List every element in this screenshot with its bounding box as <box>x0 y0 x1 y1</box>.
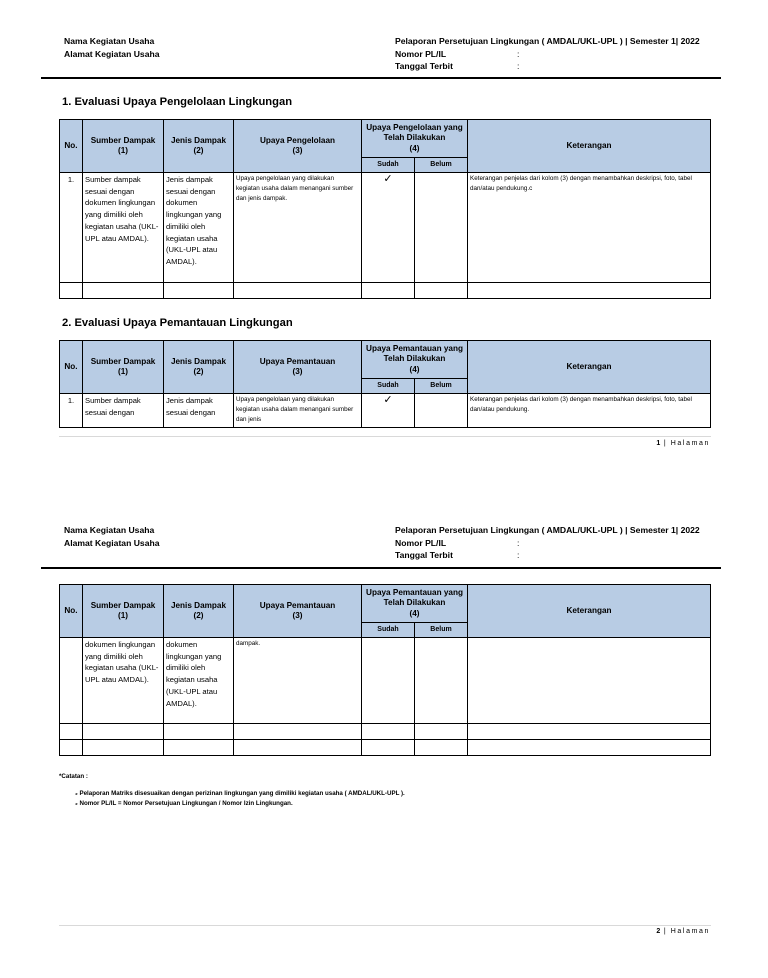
note-item: ₂ Pelaporan Matriks disesuaikan dengan perizinan lingkungan yang dimiliki kegiatan usaha ( AMDAL/UKL-UPL ). <box>75 790 405 797</box>
header-divider <box>41 567 721 569</box>
col-no: No. <box>60 341 83 394</box>
col-effort: Upaya Pemantauan (3) <box>234 341 362 394</box>
page-2: Nama Kegiatan Usaha Alamat Kegiatan Usaha Pelaporan Persetujuan Lingkungan ( AMDAL/UKL-UPL ) | Semester 1| 2022 Nomor PL/IL : Tanggal Terbit : No. Sumber Dampak (1) Jenis Dampak (2) Upaya Pemantauan (3) Upaya Pemantauan yang Telah Dilakukan (4) Keterangan Sudah Belum dokumen lingkungan yang dimiliki oleh kegiatan usaha (UKL-UPL atau AMDAL). dokumen lingkungan yang dimiliki oleh kegiatan usaha (UKL-UPL atau AMDAL). dampak. 2 | Halaman <box>0 489 768 978</box>
business-name-label: Nama Kegiatan Usaha <box>64 36 155 46</box>
table-row <box>60 283 711 299</box>
col-done: Upaya Pemantauan yang Telah Dilakukan (4) <box>362 341 468 379</box>
col-no: No. <box>60 120 83 173</box>
col-type: Jenis Dampak (2) <box>164 341 234 394</box>
business-address-label: Alamat Kegiatan Usaha <box>64 48 160 59</box>
check-icon: ✓ <box>383 394 393 406</box>
issue-date-label: Tanggal Terbit <box>395 550 453 560</box>
col-no: No. <box>60 585 83 638</box>
notes <box>59 773 405 807</box>
table-row: 1. Sumber dampak sesuai dengan dokumen lingkungan yang dimiliki oleh kegiatan usaha (UKL-UPL atau AMDAL). Jenis dampak sesuai dengan dokumen lingkungan yang dimiliki oleh kegiatan usaha (UKL-UPL atau AMDAL). Upaya pengelolaan yang dilakukan kegiatan usaha dalam menangani sumber dan jenis dampak. ✓ Keterangan penjelas dari kolom (3) dengan menambahkan deskripsi, foto, tabel dan/atau pendukung.c <box>60 173 711 283</box>
col-effort: Upaya Pemantauan (3) <box>234 585 362 638</box>
col-effort: Upaya Pengelolaan (3) <box>234 120 362 173</box>
col-done-yes: Sudah <box>362 379 415 394</box>
permit-number-label: Nomor PL/IL <box>395 537 447 548</box>
footer-divider <box>59 925 711 926</box>
table-row <box>60 724 711 740</box>
col-done-yes: Sudah <box>362 623 415 638</box>
business-address-label: Alamat Kegiatan Usaha <box>64 537 160 548</box>
col-source: Sumber Dampak (1) <box>83 585 164 638</box>
issue-date-label: Tanggal Terbit <box>395 61 453 71</box>
business-name-label: Nama Kegiatan Usaha <box>64 525 155 535</box>
footer-divider <box>59 436 711 437</box>
col-type: Jenis Dampak (2) <box>164 120 234 173</box>
col-note: Keterangan <box>468 585 711 638</box>
monitoring-evaluation-table-continued <box>59 584 711 756</box>
check-icon: ✓ <box>383 173 393 185</box>
report-title: Pelaporan Persetujuan Lingkungan ( AMDAL/UKL-UPL ) | Semester 1| 2022 <box>395 525 700 535</box>
col-note: Keterangan <box>468 120 711 173</box>
permit-number-label: Nomor PL/IL <box>395 48 447 59</box>
col-note: Keterangan <box>468 341 711 394</box>
note-item: ₂ Nomor PL/IL = Nomor Persetujuan Lingkungan / Nomor Izin Lingkungan. <box>75 800 293 807</box>
col-done: Upaya Pemantauan yang Telah Dilakukan (4) <box>362 585 468 623</box>
col-done: Upaya Pengelolaan yang Telah Dilakukan (4) <box>362 120 468 158</box>
col-source: Sumber Dampak (1) <box>83 341 164 394</box>
col-type: Jenis Dampak (2) <box>164 585 234 638</box>
section-title: 1. Evaluasi Upaya Pengelolaan Lingkungan <box>62 96 293 108</box>
monitoring-evaluation-table <box>59 340 711 428</box>
table-row: dokumen lingkungan yang dimiliki oleh kegiatan usaha (UKL-UPL atau AMDAL). dokumen lingkungan yang dimiliki oleh kegiatan usaha (UKL-UPL atau AMDAL). dampak. <box>60 638 711 724</box>
page-number: 1 | Halaman <box>656 440 710 447</box>
col-done-no: Belum <box>415 158 468 173</box>
management-evaluation-table <box>59 119 711 299</box>
table-row: 1. Sumber dampak sesuai dengan Jenis dampak sesuai dengan Upaya pengelolaan yang dilakukan kegiatan usaha dalam menangani sumber dan jenis ✓ Keterangan penjelas dari kolom (3) dengan menambahkan deskripsi, foto, tabel dan/atau pendukung. <box>60 394 711 428</box>
page-1: Nama Kegiatan Usaha Alamat Kegiatan Usaha Pelaporan Persetujuan Lingkungan ( AMDAL/UKL-UPL ) | Semester 1| 2022 Nomor PL/IL : Tanggal Terbit : 1. Evaluasi Upaya Pengelolaan Lingkungan No. Sumber Dampak (1) Jenis Dampak (2) Upaya Pengelolaan (3) Upaya Pengelolaan yang Telah Dilakukan (4) Keterangan Sudah Belum 1. Sumber dampak sesuai dengan dokumen lingkungan yang dimiliki oleh kegiatan usaha (UKL-UPL atau AMDAL). Jenis dampak sesuai dengan dokumen lingkungan yang dimiliki oleh kegiatan usaha (UKL-UPL atau AMDAL). Upaya pengelolaan yang dilakukan kegiatan usaha dalam menangani sumber dan jenis dampak. ✓ Keterangan penjelas dari kolom (3) dengan menambahkan deskripsi, foto, tabel dan/atau pendukung.c 2. Evaluasi Upaya Pemantauan Lingkungan No. Sumber Dampak (1) Jenis Dampak (2) Upaya Pemantauan (3) Upaya Pemantauan yang Telah Dilakukan (4) Keterangan Sudah Belum 1. Sumber dampak sesuai dengan Jenis dampak sesuai dengan Upaya pengelolaan yang dilakukan kegiatan usaha dalam menangani sumber dan jenis ✓ Keterangan penjelas dari kolom (3) dengan menambahkan deskripsi, foto, tabel dan/atau pendukung. 1 | Halaman <box>0 0 768 489</box>
table-row <box>60 740 711 756</box>
col-source: Sumber Dampak (1) <box>83 120 164 173</box>
col-done-no: Belum <box>415 623 468 638</box>
notes-title: *Catatan : <box>59 773 88 780</box>
section-title: 2. Evaluasi Upaya Pemantauan Lingkungan <box>62 317 293 329</box>
report-title: Pelaporan Persetujuan Lingkungan ( AMDAL/UKL-UPL ) | Semester 1| 2022 <box>395 36 700 46</box>
col-done-no: Belum <box>415 379 468 394</box>
header-divider <box>41 77 721 79</box>
page-number: 2 | Halaman <box>656 928 710 935</box>
col-done-yes: Sudah <box>362 158 415 173</box>
